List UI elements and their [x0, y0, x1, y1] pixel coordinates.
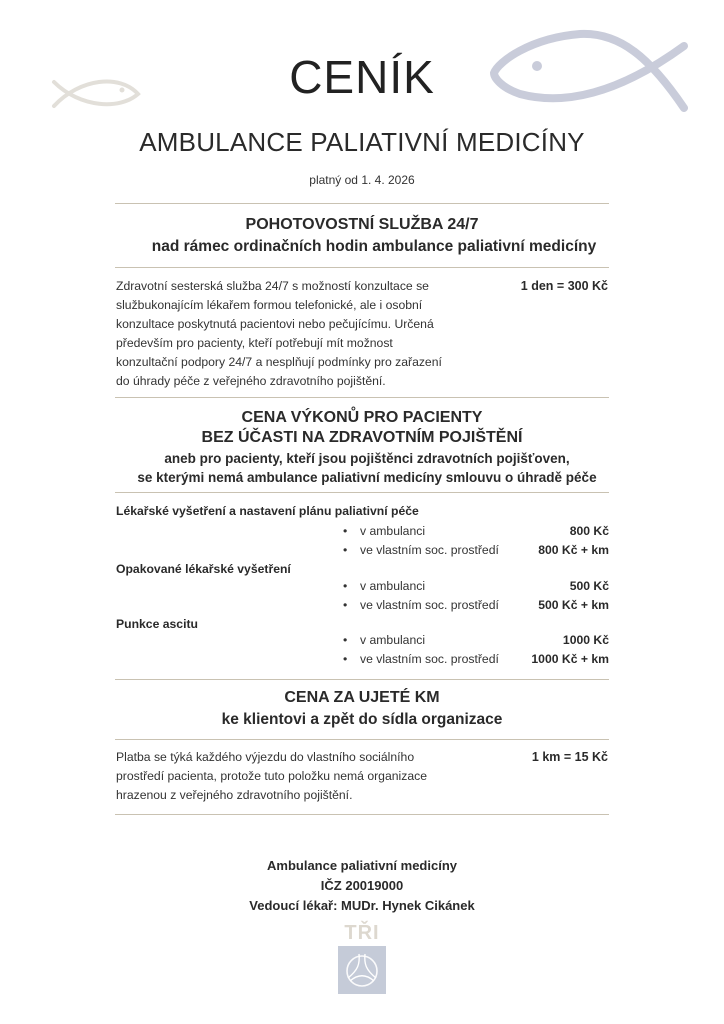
icz-number: IČZ 20019000 — [320, 878, 404, 893]
bullet-icon: • — [343, 524, 348, 538]
description-line: konzultace poskytnutá pacientovi nebo pečujícímu. Určená — [116, 317, 434, 331]
service-name: Punkce ascitu — [116, 617, 198, 631]
bullet-icon: • — [343, 598, 348, 612]
section-subheading: se kterými nemá ambulance paliativní medicíny smlouvu o úhradě péče — [137, 470, 597, 485]
section-emergency-header — [0, 215, 724, 257]
service-name: Lékařské vyšetření a nastavení plánu paliativní péče — [116, 504, 419, 518]
org-name: Ambulance paliativní medicíny — [267, 858, 457, 873]
description-line: službukonajícím lékařem formou telefonické, ale i osobní — [116, 298, 423, 312]
valid-from: platný od 1. 4. 2026 — [309, 173, 415, 187]
option-price: 500 Kč — [569, 579, 609, 593]
option-label: ve vlastním soc. prostředí — [360, 543, 499, 557]
option-price: 1000 Kč — [562, 633, 609, 647]
option-price: 1000 Kč + km — [531, 652, 609, 666]
divider — [115, 739, 609, 740]
option-label: ve vlastním soc. prostředí — [360, 652, 499, 666]
mileage-price: 1 km = 15 Kč — [531, 750, 608, 764]
option-label: v ambulanci — [360, 579, 426, 593]
footer — [0, 856, 724, 916]
divider — [115, 814, 609, 815]
section-subheading: nad rámec ordinačních hodin ambulance paliativní medicíny — [151, 238, 597, 255]
section-subheading: aneb pro pacienty, kteří jsou pojištěnci zdravotních pojišťoven, — [164, 451, 570, 466]
section-heading: CENA ZA UJETÉ KM — [284, 689, 440, 706]
bullet-icon: • — [343, 633, 348, 647]
page-title: CENÍK — [289, 51, 435, 103]
logo-text: TŘI — [344, 922, 380, 944]
divider — [115, 492, 609, 493]
option-label: v ambulanci — [360, 633, 426, 647]
option-label: v ambulanci — [360, 524, 426, 538]
option-price: 500 Kč + km — [538, 598, 609, 612]
organization-logo-icon — [338, 946, 386, 994]
divider — [115, 397, 609, 398]
description-line: především pro pacienty, kteří potřebují mít možnost — [116, 336, 393, 350]
bullet-icon: • — [343, 652, 348, 666]
description-line: Platba se týká každého výjezdu do vlastního sociálního — [116, 750, 415, 764]
page-subtitle: AMBULANCE PALIATIVNÍ MEDICÍNY — [139, 127, 585, 157]
tri-emblem-icon — [338, 946, 386, 994]
description-line: prostředí pacienta, protože tuto položku nemá organizace — [116, 769, 427, 783]
section-subheading: ke klientovi a zpět do sídla organizace — [221, 711, 503, 728]
section-heading: CENA VÝKONŮ PRO PACIENTY — [241, 409, 483, 426]
bullet-icon: • — [343, 543, 348, 557]
price-row — [343, 579, 609, 597]
head-doctor: Vedoucí lékař: MUDr. Hynek Cikánek — [249, 898, 475, 913]
section-heading: POHOTOVOSTNÍ SLUŽBA 24/7 — [245, 216, 479, 233]
section-mileage-header — [0, 688, 724, 730]
price-row — [343, 652, 609, 670]
section-mileage-description — [116, 748, 486, 805]
service-name: Opakované lékařské vyšetření — [116, 562, 291, 576]
option-price: 800 Kč — [569, 524, 609, 538]
description-line: hrazenou z veřejného zdravotního pojištění. — [116, 788, 353, 802]
price-row — [343, 598, 609, 616]
section-emergency-description — [116, 277, 486, 391]
section-heading: BEZ ÚČASTI NA ZDRAVOTNÍM POJIŠTĚNÍ — [201, 429, 523, 446]
option-price: 800 Kč + km — [538, 543, 609, 557]
description-line: Zdravotní sesterská služba 24/7 s možností konzultace se — [116, 279, 429, 293]
divider — [115, 679, 609, 680]
divider — [115, 203, 609, 204]
price-row — [343, 543, 609, 561]
section-uninsured-header — [0, 408, 724, 487]
price-row — [343, 524, 609, 542]
description-line: do úhrady péče z veřejného zdravotního pojištění. — [116, 374, 386, 388]
description-line: konzultační podpory 24/7 a nesplňují podmínky pro zařazení — [116, 355, 442, 369]
bullet-icon: • — [343, 579, 348, 593]
price-row — [343, 633, 609, 651]
option-label: ve vlastním soc. prostředí — [360, 598, 499, 612]
divider — [115, 267, 609, 268]
emergency-price: 1 den = 300 Kč — [520, 279, 608, 293]
